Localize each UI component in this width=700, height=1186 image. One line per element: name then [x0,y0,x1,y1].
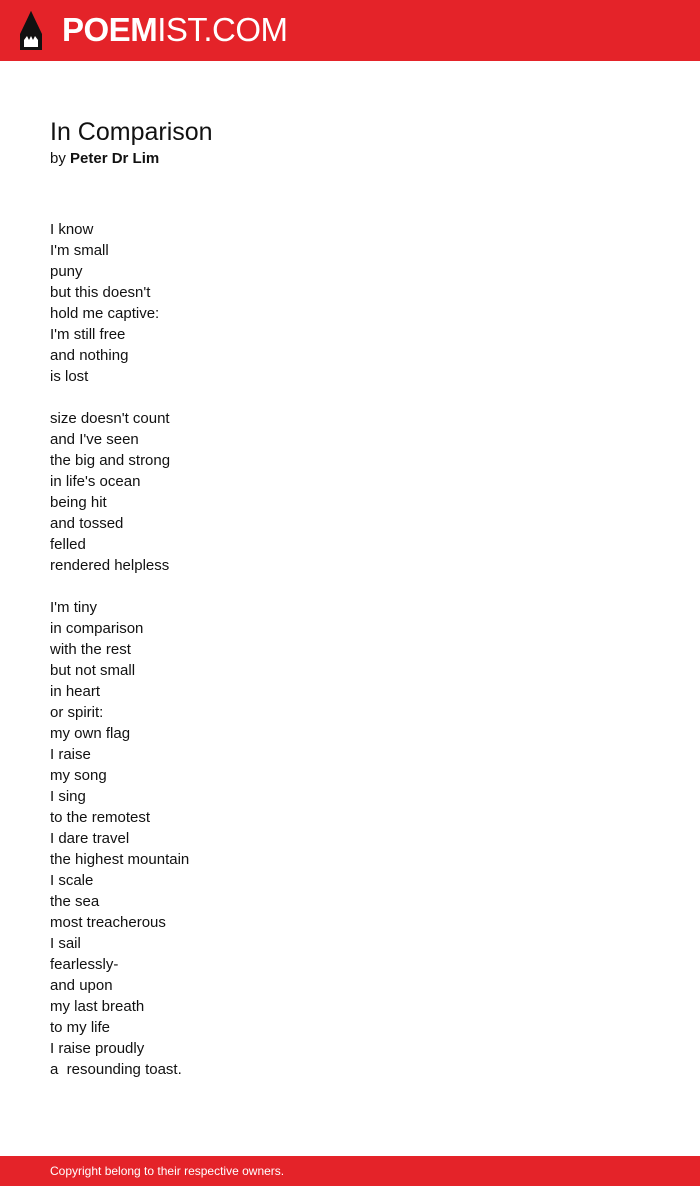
poem-line: the big and strong [50,452,171,469]
poem-line: I know [50,221,94,238]
author-name[interactable]: Peter Dr Lim [70,150,160,167]
poem-line: and tossed [50,515,124,532]
by-label: by [50,150,66,167]
poem-line: my song [50,767,107,784]
poem-line: the sea [50,893,100,910]
poem-line: in heart [50,683,101,700]
poem-line: felled [50,536,86,553]
poem-line: to the remotest [50,809,151,826]
site-header [0,0,700,61]
site-footer [0,1156,700,1186]
logo-text-bold: POEM [62,11,158,48]
poem-line: I raise [50,746,91,763]
poem-line: a resounding toast. [50,1061,182,1078]
poem-line: in comparison [50,620,144,637]
poem-line: and I've seen [50,431,139,448]
copyright-text: Copyright belong to their respective owners. [50,1164,285,1178]
poem-line: with the rest [50,641,131,658]
poem-line: hold me captive: [50,305,160,322]
poem-stanza [50,408,650,576]
poem-stanza [50,219,650,387]
poem-line: the highest mountain [50,851,190,868]
poem-line: is lost [50,368,89,385]
poem-line: and nothing [50,347,129,364]
poem-line: I'm small [50,242,109,259]
poem-line: I dare travel [50,830,130,847]
poem-line: I scale [50,872,94,889]
poem-line: rendered helpless [50,557,170,574]
poem-line: puny [50,263,83,280]
poem-stanza [50,597,650,1080]
site-logo[interactable] [62,12,288,48]
poem-line: in life's ocean [50,473,141,490]
poem-body [50,219,650,1101]
pencil-tip-icon[interactable] [18,10,44,52]
poem-line: I sing [50,788,86,805]
poem-line: being hit [50,494,107,511]
byline [50,149,650,169]
poem-line: most treacherous [50,914,166,931]
poem-title: In Comparison [50,118,213,146]
logo-text-light: IST.COM [157,11,288,48]
poem-line: but this doesn't [50,284,151,301]
poem-line: I'm still free [50,326,126,343]
poem-line: fearlessly- [50,956,119,973]
poem-line: or spirit: [50,704,104,721]
poem-line: I'm tiny [50,599,98,616]
poem-line: size doesn't count [50,410,170,427]
poem-line: to my life [50,1019,111,1036]
poem-line: my last breath [50,998,145,1015]
poem-line: but not small [50,662,136,679]
poem-line: and upon [50,977,113,994]
poem-heading [50,115,650,169]
poem-line: I sail [50,935,81,952]
poem-line: my own flag [50,725,131,742]
poem-line: I raise proudly [50,1040,145,1057]
